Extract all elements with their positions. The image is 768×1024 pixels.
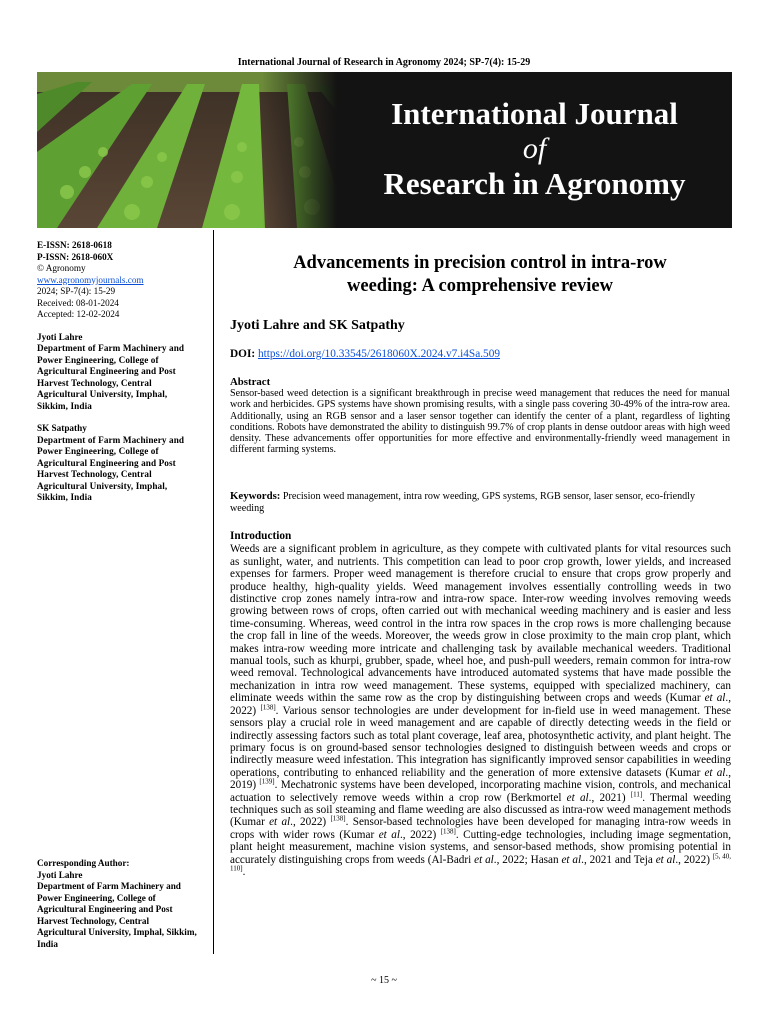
introduction-heading: Introduction — [230, 530, 292, 542]
author-name: Jyoti Lahre — [37, 331, 83, 342]
article-main — [229, 252, 732, 878]
received-date: Received: 08-01-2024 — [37, 297, 119, 308]
accepted-date: Accepted: 12-02-2024 — [37, 309, 120, 319]
intro-text-run: . Thermal weeding techniques such as soil steaming and flame weeding are also discussed as intra-row weed management methods (Kumar — [230, 791, 732, 829]
author-affiliation: Department of Farm Machinery and Power Engineering, College of Agricultural Engineering and Post Harvest Technology, Central Agricultural University, Imphal, Sikkim, India — [37, 343, 185, 411]
doi-label: DOI: — [230, 348, 256, 360]
intro-text-run: ., 2021) — [588, 791, 631, 804]
citation-ref: [139] — [259, 777, 275, 786]
keywords-heading: Keywords: — [230, 490, 281, 502]
intro-etal: et al — [566, 791, 589, 804]
keywords-text: Precision weed management, intra row weeding, GPS systems, RGB sensor, laser sensor, eco-friendly weeding — [230, 491, 696, 514]
intro-etal: et al — [655, 853, 676, 866]
intro-text-run: . Mechatronic systems have been developed, incorporating machine vision, controls, and mechanical actuation to selectively remove weeds within a crop row (Berkmortel — [230, 779, 731, 804]
intro-text-run: ., 2022) — [675, 853, 713, 866]
running-head: International Journal of Research in Agronomy 2024; SP-7(4): 15-29 — [237, 57, 531, 68]
citation-ref: [5, 40, 110] — [230, 851, 731, 873]
article-authors: Jyoti Lahre and SK Satpathy — [230, 318, 405, 333]
intro-etal: et al — [561, 853, 582, 866]
doi-link[interactable]: https://doi.org/10.33545/2618060X.2024.v7.i4Sa.509 — [257, 348, 500, 360]
crop-field-photo — [37, 72, 337, 228]
intro-text-run: ., 2022) — [399, 828, 441, 841]
corresponding-label: Corresponding Author: — [37, 858, 130, 868]
author-affiliation: Department of Farm Machinery and Power Engineering, College of Agricultural Engineering and Post Harvest Technology, Central Agricultural University, Imphal, Sikkim, India — [37, 434, 185, 502]
citation-ref: [138] — [440, 827, 456, 836]
corresponding-affiliation: Department of Farm Machinery and Power Engineering, College of Agricultural Engineering and Post Harvest Technology, Central Agricultural University, Imphal, Sikkim, India — [37, 881, 197, 949]
intro-text-run: . — [242, 865, 246, 878]
article-title: Advancements in precision control in intra-row weeding: A comprehensive review — [293, 253, 667, 296]
sidebar — [37, 240, 197, 515]
intro-etal: et al — [474, 853, 494, 866]
eissn: E-ISSN: 2618-0618 — [37, 240, 112, 250]
journal-title — [337, 72, 732, 228]
journal-title-line3: Research in Agronomy — [383, 166, 686, 201]
keywords — [230, 490, 730, 515]
abstract-heading: Abstract — [230, 376, 271, 388]
introduction-text — [230, 543, 731, 878]
citation-ref: [138] — [260, 702, 276, 711]
intro-text-run: Weeds are a significant problem in agriculture, as they compete with cultivated plants for vital resources such as sunlight, water, and nutrients. This competition can lead to poor crop growth, lower yields, and increased expenses for farmers. Proper weed management is therefore crucial to ensure that crops grow properly and produce healthy, high-quality yields. Weed management involves essentially controlling weeds in two distinctive crop zones namely intra-row and intra-row space. Inter-row weeding involves removing weeds growing between rows of crops, often carried out with mechanical weeding machinery and is easier and less time-consuming. Whereas, weed control in the intra row spaces in the crop rows is more challenging because the crop fall in line of the weeds. Moreover, the weeds grow in close proximity to the main crop plant, which makes intra-row weeding more intricate and challenging task by available mechanical weeders. Traditional manual tools, such as khurpi, grubber, spade, wheel hoe, and push-pull weeders, remain common for intra-row weed removal. Technological advancements have introduced automated systems that have made possible the mechanization in intra row weed management. These systems, equipped with specialized machinery, can eliminate weeds within the same row as the crop by distinguishing between crops and weeds (Kumar — [230, 543, 731, 705]
intro-etal: et al — [704, 766, 726, 779]
citation-ref: [11] — [630, 789, 643, 798]
corresponding-author — [37, 858, 197, 950]
intro-text-run: . Cutting-edge technologies, including image segmentation, plant height measurement, machine vision systems, and sensor-based methods, show promising potential in accurately distinguishing crops from weeds (Al-Badri — [230, 828, 732, 866]
intro-text-run: ., 2022) — [290, 816, 331, 829]
page-number: ~ 15 ~ — [371, 975, 397, 986]
author-block-1 — [37, 332, 197, 413]
issue-info: 2024; SP-7(4): 15-29 — [37, 286, 116, 296]
intro-text-run: ., 2022; Hasan — [493, 853, 562, 866]
intro-etal: et al — [269, 816, 291, 829]
intro-text-run: . Sensor-based technologies have been developed for managing intra-row weeds in crops with wider rows (Kumar — [230, 816, 732, 841]
journal-info — [37, 240, 197, 321]
pissn: P-ISSN: 2618-060X — [37, 251, 114, 262]
introduction — [230, 530, 731, 878]
journal-website-link[interactable]: www.agronomyjournals.com — [37, 274, 144, 285]
intro-etal: et al — [704, 692, 726, 705]
intro-text-run: ., 2019) — [230, 766, 732, 792]
intro-text-run: ., 2022) — [230, 692, 731, 717]
copyright: © Agronomy — [37, 263, 86, 273]
abstract-text: Sensor-based weed detection is a significant breakthrough in precise weed management that reduces the need for manual work and herbicides. GPS systems have shown promising results, with a single pass covering 30-49% of the intra-row area. Additionally, using an RGB sensor and a laser sensor together can identify the center of a plant, regardless of lighting conditions. Robots have demonstrated the ability to distinguish 99.7% of crop plants in dense outdoor areas with high weed density. These advancements offer opportunities for more effective and environmentally-friendly weed management in different farming systems. — [230, 388, 730, 456]
intro-text-run: ., 2021 and Teja — [581, 853, 656, 866]
doi-line — [230, 348, 500, 360]
author-name: SK Satpathy — [37, 423, 87, 433]
abstract — [230, 377, 730, 455]
journal-title-line1: International Journal — [391, 96, 678, 131]
intro-etal: et al — [378, 828, 400, 841]
citation-ref: [138] — [330, 814, 346, 823]
journal-banner — [37, 72, 732, 228]
author-block-2 — [37, 423, 197, 504]
journal-title-line2: of — [522, 132, 547, 165]
corresponding-name: Jyoti Lahre — [37, 869, 83, 880]
intro-text-run: . Various sensor technologies are under development for in-field use in weed management. These sensors play a crucial role in weed management and are capable of directly detecting weeds in the field or indirectly assessing factors such as total plant coverage, leaf area, photosynthetic activity, and plant height. The primary focus is on ground-based sensor technologies designed to distinguish between weeds and crops or indirectly measure weed infestation. This integration has significantly improved sensor capabilities in weeding operations, contributing to enhanced reliability and the generation of more extensive datasets (Kumar — [230, 704, 731, 779]
sidebar-divider — [213, 230, 214, 954]
